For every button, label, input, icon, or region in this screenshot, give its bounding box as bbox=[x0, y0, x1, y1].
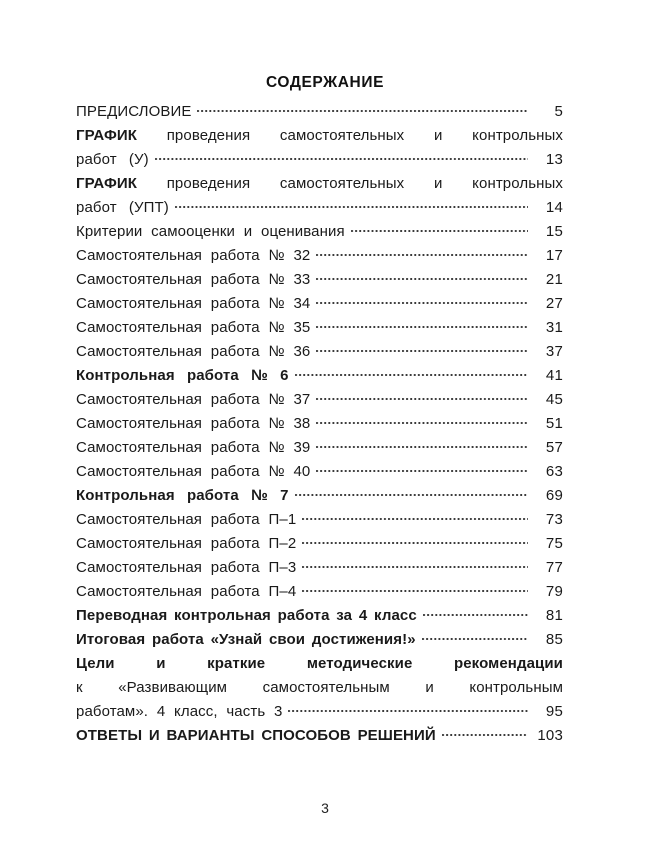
toc-line bbox=[76, 196, 563, 220]
toc-entry[interactable] bbox=[76, 532, 563, 556]
toc-entry[interactable] bbox=[76, 652, 563, 724]
toc-line bbox=[76, 580, 563, 604]
dot-leader bbox=[316, 389, 528, 404]
dot-leader bbox=[197, 101, 528, 116]
toc-entry-label: Самостоятельная работа № 40 bbox=[76, 463, 311, 480]
dot-leader bbox=[302, 509, 528, 524]
dot-leader bbox=[302, 557, 528, 572]
toc-entry-label: работ (УПТ) bbox=[76, 199, 169, 216]
toc-entry-label: Самостоятельная работа № 39 bbox=[76, 439, 311, 456]
dot-leader bbox=[155, 149, 528, 164]
toc-line bbox=[76, 724, 563, 748]
toc-page-number: 85 bbox=[545, 631, 563, 648]
toc-page-number: 21 bbox=[545, 271, 563, 288]
toc-page-number: 31 bbox=[545, 319, 563, 336]
toc-entry-label: Критерии самооценки и оценивания bbox=[76, 223, 345, 240]
toc-entry[interactable] bbox=[76, 724, 563, 748]
toc-entry[interactable] bbox=[76, 484, 563, 508]
dot-leader bbox=[442, 725, 528, 740]
toc-entry[interactable] bbox=[76, 460, 563, 484]
dot-leader bbox=[288, 701, 528, 716]
toc-entry-label: Самостоятельная работа П–4 bbox=[76, 583, 297, 600]
toc-entry-label bbox=[76, 175, 563, 192]
toc-entry-label: работ (У) bbox=[76, 151, 149, 168]
toc-page-number: 13 bbox=[545, 151, 563, 168]
page-number-folio: 3 bbox=[321, 800, 329, 816]
toc-entry[interactable] bbox=[76, 388, 563, 412]
toc-line bbox=[76, 100, 563, 124]
toc-line bbox=[76, 436, 563, 460]
dot-leader bbox=[316, 341, 528, 356]
toc-line bbox=[76, 292, 563, 316]
dot-leader bbox=[316, 269, 528, 284]
toc-page-number: 81 bbox=[545, 607, 563, 624]
toc-entry-label: Самостоятельная работа П–1 bbox=[76, 511, 297, 528]
toc-line bbox=[76, 700, 563, 724]
page-title: СОДЕРЖАНИЕ bbox=[265, 74, 385, 91]
toc-page-number: 79 bbox=[545, 583, 563, 600]
toc-line bbox=[76, 124, 563, 148]
toc-entry-label: Самостоятельная работа № 36 bbox=[76, 343, 311, 360]
toc-page-number: 41 bbox=[545, 367, 563, 384]
toc-line bbox=[76, 604, 563, 628]
toc-entry[interactable] bbox=[76, 508, 563, 532]
toc-entry-label: Цели и краткие методические рекомендации bbox=[76, 655, 563, 672]
toc-entry-label-emphasis: ГРАФИК bbox=[76, 127, 137, 144]
toc-entry-label: Контрольная работа № 7 bbox=[76, 487, 289, 504]
toc-line bbox=[76, 388, 563, 412]
toc-page-number: 95 bbox=[545, 703, 563, 720]
toc-line bbox=[76, 532, 563, 556]
toc-page-number: 63 bbox=[545, 463, 563, 480]
toc-line bbox=[76, 676, 563, 700]
dot-leader bbox=[316, 317, 528, 332]
dot-leader bbox=[316, 413, 528, 428]
toc-entry-label: Самостоятельная работа № 35 bbox=[76, 319, 311, 336]
toc-line bbox=[76, 172, 563, 196]
toc-entry-label: Самостоятельная работа № 38 bbox=[76, 415, 311, 432]
toc-entry-label: Самостоятельная работа П–3 bbox=[76, 559, 297, 576]
table-of-contents bbox=[76, 100, 563, 748]
toc-entry-label: Самостоятельная работа П–2 bbox=[76, 535, 297, 552]
toc-line bbox=[76, 484, 563, 508]
toc-line bbox=[76, 628, 563, 652]
toc-entry[interactable] bbox=[76, 292, 563, 316]
toc-entry[interactable] bbox=[76, 604, 563, 628]
dot-leader bbox=[316, 293, 528, 308]
toc-entry[interactable] bbox=[76, 412, 563, 436]
toc-entry[interactable] bbox=[76, 268, 563, 292]
toc-entry[interactable] bbox=[76, 220, 563, 244]
toc-page-number: 73 bbox=[545, 511, 563, 528]
toc-line bbox=[76, 340, 563, 364]
toc-page-number: 45 bbox=[545, 391, 563, 408]
toc-entry-label-rest: проведения самостоятельных и контрольных bbox=[137, 127, 563, 144]
toc-entry-label: Самостоятельная работа № 37 bbox=[76, 391, 311, 408]
toc-page-number: 5 bbox=[554, 103, 563, 120]
toc-entry[interactable] bbox=[76, 172, 563, 220]
toc-page-number: 103 bbox=[537, 727, 563, 744]
dot-leader bbox=[295, 365, 528, 380]
toc-entry-label: Контрольная работа № 6 bbox=[76, 367, 289, 384]
toc-entry-label: работам». 4 класс, часть 3 bbox=[76, 703, 283, 720]
toc-entry-label-rest: проведения самостоятельных и контрольных bbox=[137, 175, 563, 192]
toc-entry-label: Итоговая работа «Узнай свои достижения!» bbox=[76, 631, 416, 648]
toc-page-number: 51 bbox=[545, 415, 563, 432]
toc-entry-label: Самостоятельная работа № 33 bbox=[76, 271, 311, 288]
toc-entry[interactable] bbox=[76, 100, 563, 124]
dot-leader bbox=[302, 533, 528, 548]
dot-leader bbox=[351, 221, 528, 236]
toc-line bbox=[76, 460, 563, 484]
toc-entry[interactable] bbox=[76, 628, 563, 652]
dot-leader bbox=[316, 245, 528, 260]
toc-line bbox=[76, 652, 563, 676]
toc-page-number: 37 bbox=[545, 343, 563, 360]
toc-entry[interactable] bbox=[76, 364, 563, 388]
toc-entry-label bbox=[76, 127, 563, 144]
toc-entry[interactable] bbox=[76, 340, 563, 364]
toc-entry[interactable] bbox=[76, 244, 563, 268]
toc-entry[interactable] bbox=[76, 316, 563, 340]
toc-page-number: 27 bbox=[545, 295, 563, 312]
toc-entry-label: к «Развивающим самостоятельным и контрольным bbox=[76, 679, 563, 696]
toc-line bbox=[76, 412, 563, 436]
toc-page-number: 75 bbox=[545, 535, 563, 552]
dot-leader bbox=[423, 605, 528, 620]
toc-entry-label: ОТВЕТЫ И ВАРИАНТЫ СПОСОБОВ РЕШЕНИЙ bbox=[76, 727, 436, 744]
toc-line bbox=[76, 148, 563, 172]
dot-leader bbox=[316, 461, 528, 476]
toc-line bbox=[76, 220, 563, 244]
toc-entry-label-emphasis: ГРАФИК bbox=[76, 175, 137, 192]
toc-page-number: 57 bbox=[545, 439, 563, 456]
dot-leader bbox=[316, 437, 528, 452]
toc-entry[interactable] bbox=[76, 556, 563, 580]
toc-line bbox=[76, 508, 563, 532]
toc-page-number: 15 bbox=[545, 223, 563, 240]
toc-entry-label: Переводная контрольная работа за 4 класс bbox=[76, 607, 417, 624]
toc-entry[interactable] bbox=[76, 436, 563, 460]
toc-page-number: 14 bbox=[545, 199, 563, 216]
toc-page-number: 17 bbox=[545, 247, 563, 264]
dot-leader bbox=[302, 581, 528, 596]
toc-entry-label: Самостоятельная работа № 34 bbox=[76, 295, 311, 312]
toc-line bbox=[76, 364, 563, 388]
toc-entry[interactable] bbox=[76, 580, 563, 604]
toc-line bbox=[76, 268, 563, 292]
toc-line bbox=[76, 316, 563, 340]
dot-leader bbox=[175, 197, 528, 212]
dot-leader bbox=[422, 629, 528, 644]
toc-line bbox=[76, 244, 563, 268]
toc-entry[interactable] bbox=[76, 124, 563, 172]
dot-leader bbox=[295, 485, 528, 500]
toc-page-number: 69 bbox=[545, 487, 563, 504]
toc-entry-label: ПРЕДИСЛОВИЕ bbox=[76, 103, 192, 120]
toc-entry-label: Самостоятельная работа № 32 bbox=[76, 247, 311, 264]
toc-page-number: 77 bbox=[545, 559, 563, 576]
toc-line bbox=[76, 556, 563, 580]
